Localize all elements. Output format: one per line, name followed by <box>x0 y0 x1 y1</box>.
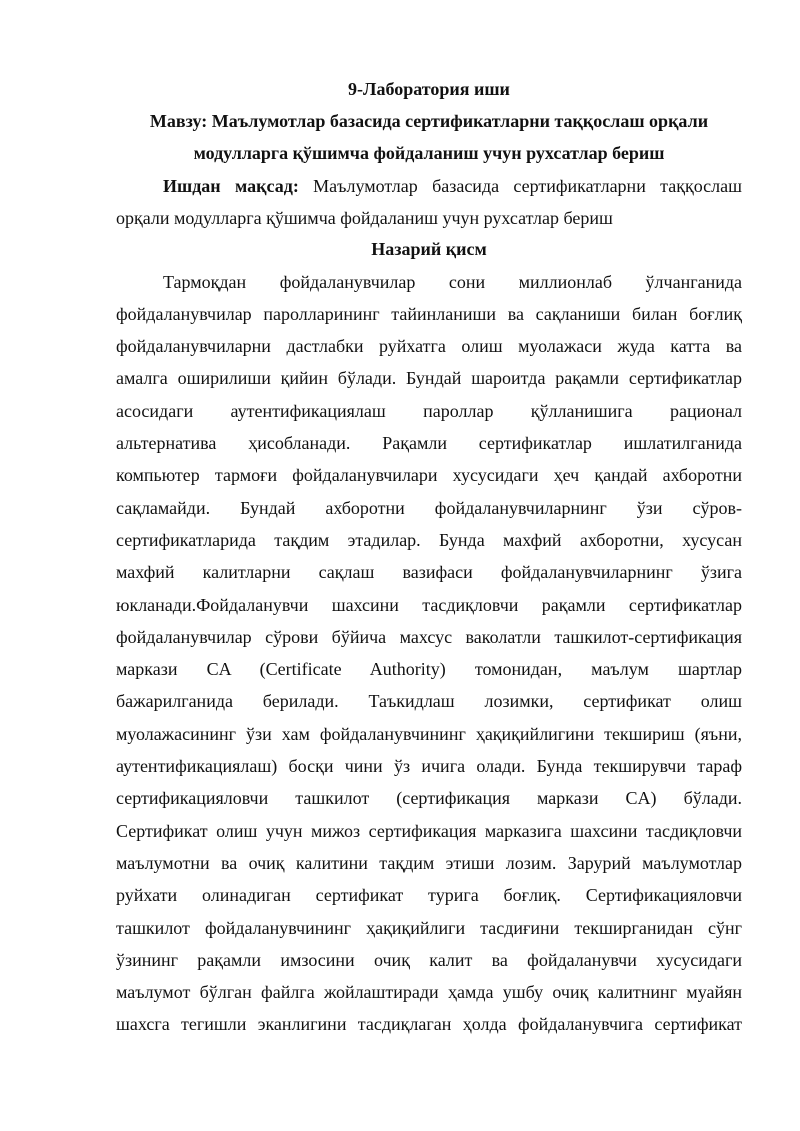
paragraph-line: фойдаланувчилар сўрови бўйича махсус ваколатли ташкилот-сертификация <box>116 626 742 647</box>
paragraph-line: маълумотни ва очиқ калитини тақдим этиши лозим. Зарурий маълумотлар <box>116 852 742 873</box>
goal-paragraph <box>116 170 742 235</box>
goal-line-2: орқали модулларга қўшимча фойдаланиш учун рухсатлар бериш <box>116 208 613 229</box>
section-heading: Назарий қисм <box>371 238 487 259</box>
paragraph-line: шахсга тегишли эканлигини тасдиқлаган ҳолда фойдаланувчига сертификат <box>116 1014 742 1035</box>
paragraph-line: асосидаги аутентификациялаш пароллар қўлланишига рационал <box>116 400 742 421</box>
paragraph-line: махфий калитларни сақлаш вазифаси фойдаланувчиларнинг ўзига <box>116 562 742 583</box>
paragraph-line: сертификатларида тақдим этадилар. Бунда махфий ахборотни, хусусан <box>116 529 742 550</box>
paragraph-line: ташкилот фойдаланувчининг ҳақиқийлиги тасдиғини текширганидан сўнг <box>116 917 742 938</box>
paragraph-line: маркази CA (Certificate Authority) томонидан, маълум шартлар <box>116 659 742 680</box>
goal-text-1: Маълумотлар базасида сертификатларни таққослаш <box>313 176 742 196</box>
paragraph-line: маълумот бўлган файлга жойлаштиради ҳамда ушбу очиқ калитнинг муайян <box>116 982 742 1003</box>
paragraph-line: сертификацияловчи ташкилот (сертификация маркази CA) бўлади. <box>116 788 742 809</box>
goal-label: Ишдан мақсад: <box>163 176 299 196</box>
topic-line-1: Мавзу: Маълумотлар базасида сертификатларни таққослаш орқали <box>149 111 709 131</box>
paragraph-line: фойдаланувчиларни дастлабки руйхатга олиш муолажаси жуда катта ва <box>116 336 742 357</box>
topic-line-2: модулларга қўшимча фойдаланиш учун рухсатлар бериш <box>193 143 665 163</box>
paragraph-line: юкланади.Фойдаланувчи шахсини тасдиқловчи рақамли сертификатлар <box>116 594 742 615</box>
paragraph-line: руйхати олинадиган сертификат турига боғлиқ. Сертификацияловчи <box>116 885 742 906</box>
paragraph-line: ўзининг рақамли имзосини очиқ калит ва фойдаланувчи хусусидаги <box>116 949 742 970</box>
paragraph-line: сақламайди. Бундай ахборотни фойдаланувчиларнинг ўзи сўров- <box>116 497 742 518</box>
paragraph-line: Сертификат олиш учун мижоз сертификация марказига шахсини тасдиқловчи <box>116 820 742 841</box>
paragraph-line: Тармоқдан фойдаланувчилар сони миллионлаб ўлчанганида <box>163 271 742 292</box>
paragraph-line: альтернатива ҳисобланади. Рақамли сертификатлар ишлатилганида <box>116 433 742 454</box>
document-title: 9-Лаборатория иши <box>348 79 510 99</box>
paragraph-line: фойдаланувчилар паролларининг тайинланиши ва сақланиши билан боғлиқ <box>116 303 742 324</box>
paragraph-line: амалга оширилиши қийин бўлади. Бундай шароитда рақамли сертификатлар <box>116 368 742 389</box>
paragraph-line: аутентификациялаш) босқи чини ўз ичига олади. Бунда текширувчи тараф <box>116 756 742 777</box>
document-content <box>116 74 742 1041</box>
paragraph-line: компьютер тармоғи фойдаланувчилари хусусидаги ҳеч қандай ахборотни <box>116 465 742 486</box>
paragraph-line: муолажасининг ўзи хам фойдаланувчининг ҳақиқийлигини текшириш (яъни, <box>116 723 742 744</box>
paragraph-line: бажарилганида берилади. Таъкидлаш лозимки, сертификат олиш <box>116 691 742 712</box>
theory-paragraph <box>116 266 742 1041</box>
goal-line <box>116 170 742 202</box>
